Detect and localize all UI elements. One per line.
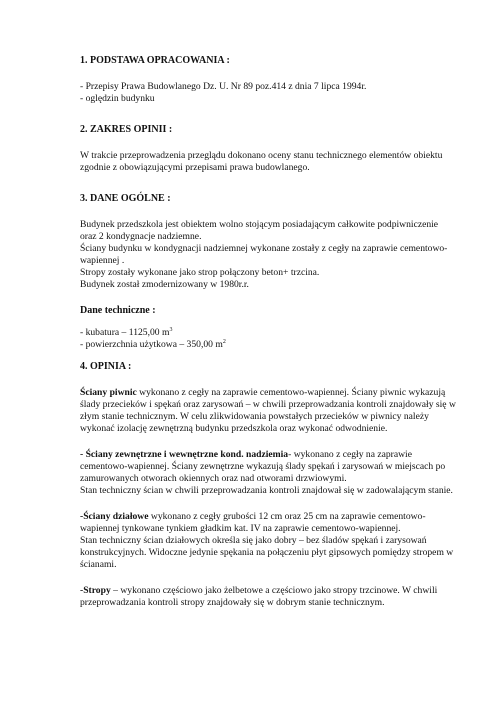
paragraph-line: Budynek przedszkola jest obiektem wolno stojącym posiadającym całkowite podpiwniczenie — [80, 219, 439, 230]
kubatura-unit-exponent: 3 — [169, 326, 173, 333]
paragraph-lead: Ściany piwnic — [80, 387, 137, 398]
paragraph-line: zgodnie z obowiązującymi przepisami prawa budowlanego. — [80, 162, 310, 173]
paragraph-line: złym stanie technicznym. W celu zlikwidowania powstałych przecieków w piwnicy należy — [80, 411, 429, 422]
paragraph-line: cementowo-wapiennej. Ściany zewnętrzne wykazują ślady spękań i zarysowań w miejscach po — [80, 461, 446, 472]
section-1-heading: 1. PODSTAWA OPRACOWANIA : — [80, 55, 230, 66]
paragraph-line: wapiennej tynkowane tynkiem gładkim kat. IV na zaprawie cementowo-wapiennej. — [80, 523, 401, 534]
kubatura-item — [80, 327, 480, 339]
paragraph-line: konstrukcyjnych. Widoczne jedynie spękania na połączeniu płyt gipsowych pomiędzy stropem w — [80, 547, 454, 558]
section-2-heading: 2. ZAKRES OPINII : — [80, 124, 173, 135]
paragraph-line — [80, 387, 480, 399]
paragraph-text: - wykonano z cegły na zaprawie — [288, 449, 412, 460]
section-3-text — [80, 219, 480, 291]
paragraph-line: przeprowadzania kontroli stropy znajdowały się w dobrym stanie technicznym. — [80, 597, 385, 608]
paragraph-line: ścianami. — [80, 559, 117, 570]
paragraph-line: ślady przecieków i spękań oraz zarysowań – w chwili przeprowadzania kontroli znajdowały się w — [80, 399, 456, 410]
paragraph-line: W trakcie przeprowadzenia przeglądu dokonano oceny stanu technicznego elementów obiektu — [80, 150, 443, 161]
paragraph-line — [80, 449, 480, 461]
technical-data-heading: Dane techniczne : — [80, 305, 156, 316]
opinion-paragraph-basement-walls — [80, 387, 480, 435]
paragraph-text: wykonano z cegły na zaprawie cementowo-wapiennej. Ściany piwnic wykazują — [136, 387, 446, 398]
paragraph-line: wapiennej . — [80, 255, 125, 266]
opinion-paragraph-partition-walls — [80, 511, 480, 571]
opinion-paragraph-external-internal-walls — [80, 449, 480, 497]
technical-data-list — [80, 327, 480, 351]
paragraph-line: Budynek został zmodernizowany w 1980r.r. — [80, 279, 249, 290]
paragraph-line: Ściany budynku w kondygnacji nadziemnej wykonane zostały z cegły na zaprawie cementowo- — [80, 243, 448, 254]
powierzchnia-item — [80, 339, 480, 351]
paragraph-line: Stan techniczny ścian działowych określa się jako dobry – bez śladów spękań i zarysowań — [80, 535, 427, 546]
section-3-heading: 3. DANE OGÓLNE : — [80, 193, 171, 204]
paragraph-lead: -Stropy — [80, 585, 111, 596]
paragraph-line: Stropy zostały wykonane jako strop połączony beton+ trzcina. — [80, 267, 320, 278]
paragraph-line — [80, 511, 480, 523]
paragraph-lead: -Ściany działowe — [80, 511, 149, 522]
paragraph-line: zamurowanych otworach okiennych oraz nad otworami drzwiowymi. — [80, 473, 347, 484]
list-item: - Przepisy Prawa Budowlanego Dz. U. Nr 89 poz.414 z dnia 7 lipca 1994r. — [80, 81, 367, 92]
paragraph-line: oraz 2 kondygnacje nadziemne. — [80, 231, 202, 242]
list-item: - oględzin budynku — [80, 93, 155, 104]
section-4-heading: 4. OPINIA : — [80, 361, 132, 372]
document-content — [80, 55, 480, 609]
section-2-text — [80, 150, 480, 174]
paragraph-text: – wykonano częściowo jako żelbetowe a częściowo jako stropy trzcinowe. W chwili — [110, 585, 438, 596]
paragraph-text: wykonano z cegły grubości 12 cm oraz 25 cm na zaprawie cementowo- — [148, 511, 426, 522]
powierzchnia-text: - powierzchnia użytkowa – 350,00 m — [80, 339, 223, 350]
paragraph-lead: - Ściany zewnętrzne i wewnętrzne kond. nadziemia — [80, 449, 289, 460]
section-1-list — [80, 81, 480, 105]
opinion-paragraph-ceilings — [80, 585, 480, 609]
paragraph-line: wykonać izolację zewnętrzną budynku przedszkola oraz wykonać odwodnienie. — [80, 423, 388, 434]
paragraph-line: Stan techniczny ścian w chwili przeprowadzania kontroli znajdował się w zadowalającym stanie. — [80, 485, 453, 496]
kubatura-text: - kubatura – 1125,00 m — [80, 327, 170, 338]
paragraph-line — [80, 585, 480, 597]
powierzchnia-unit-exponent: 2 — [222, 338, 226, 345]
